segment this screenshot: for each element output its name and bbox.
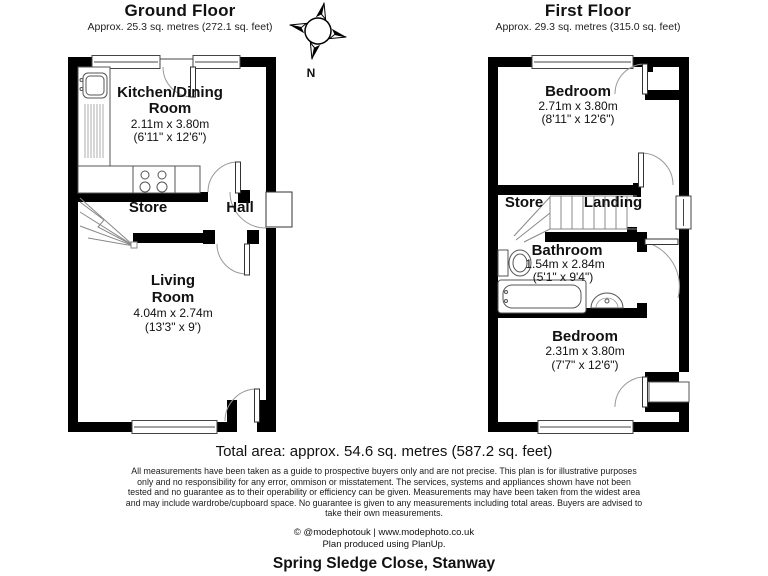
ground-floor-plan (60, 50, 296, 440)
door-leaf (639, 153, 644, 187)
bathroom-wall (637, 303, 647, 318)
bedroom1-dims-ft: (8'11" x 12'6") (541, 112, 615, 126)
living-label-2: Room (151, 289, 195, 306)
tap (80, 88, 83, 91)
disclaimer-line: and may include wardrobe/cupboard space. No guarantee is given to any measurements including total areas. Buyers are advised to (125, 497, 643, 508)
north-label: N (306, 66, 316, 80)
cupboard-recess (649, 382, 689, 402)
bedroom2-label: Bedroom (552, 328, 618, 345)
door-post (227, 400, 237, 432)
wall-right-upper (679, 57, 689, 197)
bathroom-dims-m: 1.54m x 2.84m (525, 257, 605, 271)
store-label: Store (128, 199, 168, 216)
cupboard-wall (645, 402, 679, 412)
wall-right-upper (266, 57, 276, 192)
door-arc (217, 244, 247, 274)
total-area: Total area: approx. 54.6 sq. metres (587.2 sq. feet) (215, 443, 553, 460)
burner (140, 182, 150, 192)
wall-hall-living (133, 233, 203, 243)
store-label: Store (504, 194, 544, 211)
stairs-bulkhead-wall (545, 232, 637, 242)
bedroom1-label: Bedroom (545, 83, 611, 100)
bathroom-label: Bathroom (531, 242, 603, 259)
bathroom-door-leaf (645, 239, 678, 245)
wall-right-mid (679, 228, 689, 372)
toilet-cistern (498, 250, 508, 276)
living-dims-m: 4.04m x 2.74m (133, 306, 213, 320)
disclaimer-line: All measurements have been taken as a guide to prospective buyers only and are not precise. This plan is for illustrative purposes (131, 466, 637, 476)
produced-line: Plan produced using PlanUp. (322, 539, 446, 550)
kitchen-dims-ft: (6'11" x 12'6") (133, 130, 207, 144)
door-leaf (255, 389, 260, 422)
living-label: Living (150, 272, 196, 289)
wall-jamb (203, 230, 215, 244)
property-address: Spring Sledge Close, Stanway (272, 555, 496, 572)
disclaimer-line: only and no responsibility for any error, ommison or misstatement. The services, systems and appliances shown have not been (137, 476, 631, 487)
wall-left (68, 57, 78, 432)
bedroom1-dims-m: 2.71m x 3.80m (538, 99, 618, 113)
disclaimer (0, 466, 768, 519)
kitchen-label-2: Room (148, 100, 192, 117)
tap (605, 299, 609, 303)
bedroom2-dims-ft: (7'7" x 12'6") (551, 358, 619, 372)
door-leaf (236, 162, 241, 193)
tap (505, 300, 508, 303)
cupboard-door-leaf (643, 377, 648, 407)
bedroom2-dims-m: 2.31m x 3.80m (545, 344, 625, 358)
cupboard-door-arc (615, 377, 645, 407)
door-arc (641, 153, 673, 185)
compass-circle (303, 16, 334, 47)
cupboard-wall (645, 372, 679, 382)
ground-floor-title: Ground Floor (124, 1, 236, 20)
door-leaf (245, 244, 250, 275)
landing-label: Landing (583, 194, 643, 211)
tap (505, 291, 508, 294)
front-door-leaf (266, 192, 292, 227)
ground-floor-subtitle: Approx. 25.3 sq. metres (272.1 sq. feet) (87, 21, 273, 33)
disclaimer-line: tested and no guarantee as to their operability or efficiency can be given. Measurements may have been taken from the widest area (127, 487, 641, 498)
hob (133, 166, 175, 193)
credit-line: © @modephotouk | www.modephoto.co.uk (293, 527, 475, 538)
cupboard-door-leaf (643, 64, 648, 94)
tap (80, 79, 83, 82)
burner (157, 182, 167, 192)
kitchen-label: Kitchen/Dining (117, 84, 223, 101)
wall-jamb (247, 230, 259, 244)
drainer (85, 104, 103, 158)
first-floor-plan (480, 50, 696, 440)
bathroom-door-arc (645, 242, 679, 298)
hall-label: Hall (226, 199, 254, 216)
burner (158, 171, 166, 179)
disclaimer-line: take their own measurements. (325, 508, 443, 519)
first-floor-title: First Floor (544, 1, 632, 20)
door-arc (208, 162, 238, 192)
burner (141, 171, 149, 179)
cupboard-wall (645, 90, 679, 100)
living-dims-ft: (13'3" x 9') (144, 320, 202, 334)
wall-left (488, 57, 498, 432)
kitchen-dims-m: 2.11m x 3.80m (130, 117, 210, 131)
first-floor-subtitle: Approx. 29.3 sq. metres (315.0 sq. feet) (495, 21, 681, 33)
door-opening (237, 422, 257, 432)
bathroom-dims-ft: (5'1" x 9'4") (532, 270, 594, 284)
